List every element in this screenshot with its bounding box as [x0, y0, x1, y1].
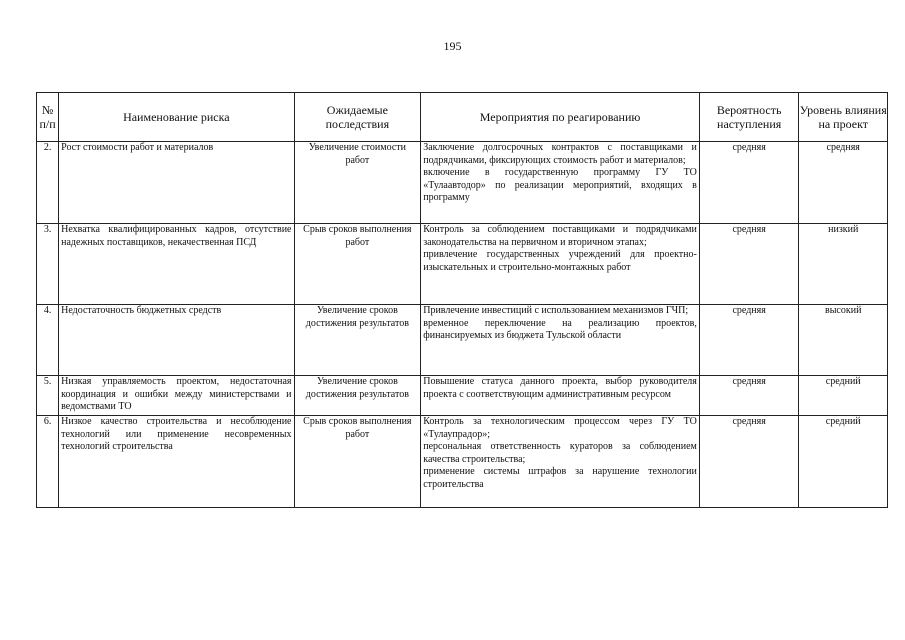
- measure-item: Заключение долгосрочных контрактов с поставщиками и подрядчиками, фиксирующих стоимость работ и материалов;: [423, 142, 697, 166]
- page-number: 195: [443, 39, 462, 53]
- row-risk-name: Недостаточность бюджетных средств: [59, 305, 294, 376]
- row-probability: средняя: [699, 416, 799, 508]
- row-measures: [421, 376, 700, 416]
- row-consequences: Срыв сроков выполнения работ: [294, 416, 421, 508]
- row-consequences: Увеличение сроков достижения результатов: [294, 305, 421, 376]
- row-consequences: Увеличение сроков достижения результатов: [294, 376, 421, 416]
- row-measures: [421, 142, 700, 224]
- row-risk-name: Нехватка квалифицированных кадров, отсутствие надежных поставщиков, некачественная ПСД: [59, 224, 294, 305]
- row-impact: средняя: [799, 142, 888, 224]
- risk-table: [36, 92, 888, 508]
- row-risk-name: Низкая управляемость проектом, недостаточная координация и ошибки между министерствами и ведомствами ТО: [59, 376, 294, 416]
- header-num: № п/п: [37, 93, 59, 142]
- row-probability: средняя: [699, 224, 799, 305]
- measure-item: персональная ответственность кураторов за соблюдением качества строительства;: [423, 441, 697, 465]
- measure-item: Контроль за соблюдением поставщиками и подрядчиками законодательства на первичном и вторичном этапах;: [423, 224, 697, 248]
- measure-item: применение системы штрафов за нарушение технологии строительства: [423, 466, 697, 490]
- table-row: [37, 142, 888, 224]
- row-probability: средняя: [699, 305, 799, 376]
- measure-item: Контроль за технологическим процессом через ГУ ТО «Тулаупрадор»;: [423, 416, 697, 440]
- row-measures: [421, 305, 700, 376]
- row-impact: средний: [799, 376, 888, 416]
- row-probability: средняя: [699, 142, 799, 224]
- measure-item: привлечение государственных учреждений для проектно-изыскательных и строительно-монтажных работ: [423, 249, 697, 273]
- row-num: 5.: [37, 376, 59, 416]
- header-impact: Уровень влияния на проект: [799, 93, 888, 142]
- row-consequences: Увеличение стоимости работ: [294, 142, 421, 224]
- row-impact: высокий: [799, 305, 888, 376]
- row-risk-name: Низкое качество строительства и несоблюдение технологий или применение несовременных технологий строительства: [59, 416, 294, 508]
- header-consequences: Ожидаемые последствия: [294, 93, 421, 142]
- measure-item: Привлечение инвестиций с использованием механизмов ГЧП;: [423, 305, 689, 316]
- row-num: 2.: [37, 142, 59, 224]
- row-measures: [421, 224, 700, 305]
- row-measures: [421, 416, 700, 508]
- table-row: [37, 224, 888, 305]
- row-impact: средний: [799, 416, 888, 508]
- table-row: [37, 305, 888, 376]
- row-num: 6.: [37, 416, 59, 508]
- row-impact: низкий: [799, 224, 888, 305]
- row-num: 3.: [37, 224, 59, 305]
- header-probability: Вероятность наступления: [699, 93, 799, 142]
- table-header-row: [37, 93, 888, 142]
- header-measures: Мероприятия по реагированию: [421, 93, 700, 142]
- measure-item: временное переключение на реализацию проектов, финансируемых из бюджета Тульской области: [423, 317, 697, 341]
- table-row: [37, 416, 888, 508]
- row-risk-name: Рост стоимости работ и материалов: [59, 142, 294, 224]
- row-num: 4.: [37, 305, 59, 376]
- header-risk-name: Наименование риска: [59, 93, 294, 142]
- measure-item: Повышение статуса данного проекта, выбор руководителя проекта с соответствующим административным ресурсом: [423, 376, 697, 400]
- row-probability: средняя: [699, 376, 799, 416]
- row-consequences: Срыв сроков выполнения работ: [294, 224, 421, 305]
- measure-item: включение в государственную программу ГУ ТО «Тулаавтодор» по реализации мероприятий, входящих в программу: [423, 167, 697, 203]
- table-row: [37, 376, 888, 416]
